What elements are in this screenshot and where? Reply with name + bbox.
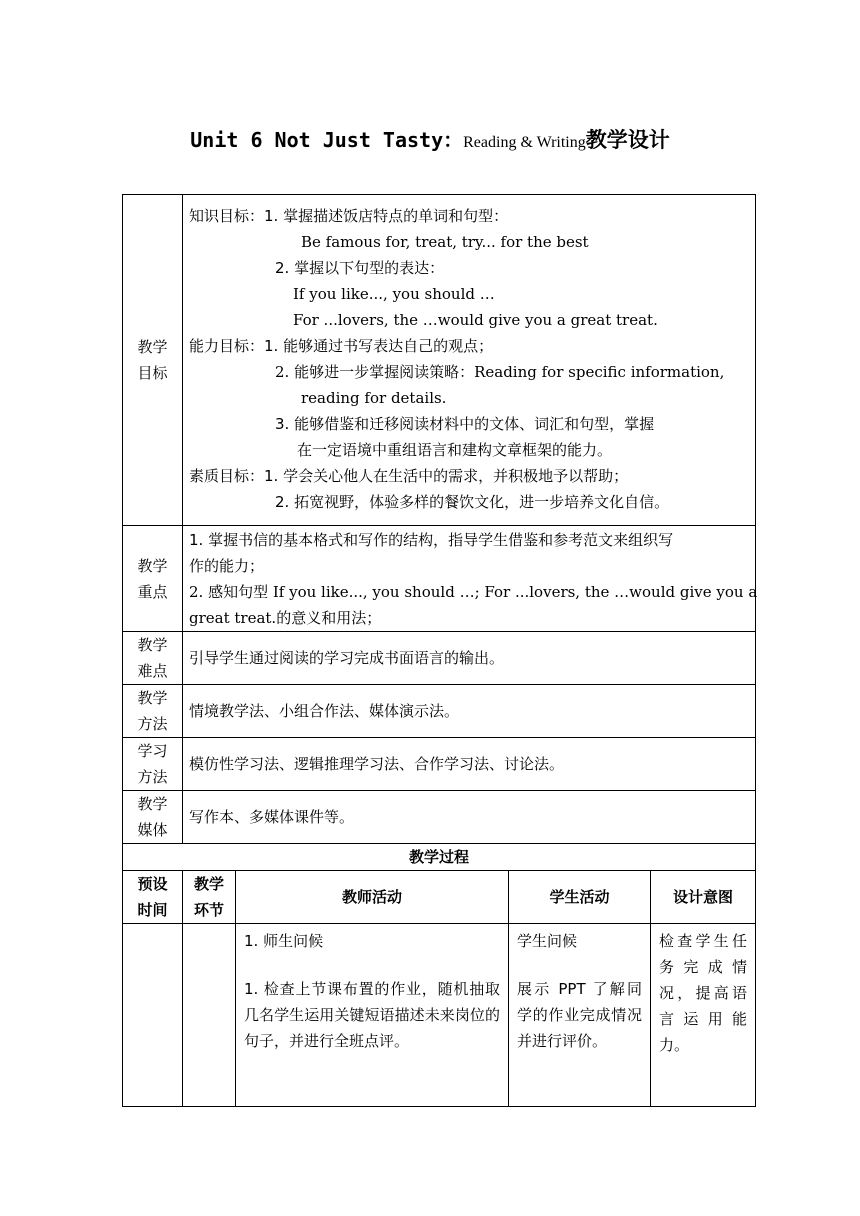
methods-label	[123, 685, 183, 738]
header-line: 环节	[193, 901, 224, 919]
title-cn: 教学设计	[585, 128, 670, 152]
objective-line: 2. 能够进一步掌握阅读策略：Reading for specific information,	[275, 363, 725, 381]
study-methods-content: 模仿性学习法、逻辑推理学习法、合作学习法、讨论法。	[183, 738, 756, 791]
header-student: 学生活动	[509, 871, 651, 924]
key-point-line: great treat.的意义和用法；	[189, 608, 382, 627]
process-row	[123, 924, 756, 1107]
objective-line: 2. 掌握以下句型的表达：	[275, 259, 445, 277]
process-stage-cell	[183, 924, 236, 1107]
student-activity-line: 学生问候	[517, 932, 578, 950]
key-point-line: 作的能力；	[189, 556, 265, 575]
label-line: 目标	[137, 364, 168, 382]
difficulties-label	[123, 632, 183, 685]
page-title	[0, 124, 860, 154]
label-line: 教学	[137, 636, 168, 654]
objective-line: 知识目标：1. 掌握描述饭店特点的单词和句型：	[189, 207, 509, 225]
label-line: 方法	[137, 715, 168, 733]
difficulties-row	[123, 632, 756, 685]
header-teacher: 教师活动	[236, 871, 509, 924]
label-line: 难点	[137, 662, 168, 680]
label-line: 重点	[137, 582, 168, 601]
study-methods-label	[123, 738, 183, 791]
design-intent: 检查学生任务完成情况，提高语言运用能力。	[651, 924, 756, 1107]
media-label	[123, 791, 183, 844]
lesson-plan-table	[122, 194, 756, 1107]
objective-line: 2. 拓宽视野，体验多样的餐饮文化，进一步培养文化自信。	[275, 493, 670, 511]
label-line: 教学	[137, 556, 168, 575]
header-line: 教学	[193, 875, 224, 893]
objective-line: 素质目标：1. 学会关心他人在生活中的需求，并积极地予以帮助；	[189, 467, 629, 485]
header-time	[123, 871, 183, 924]
methods-row	[123, 685, 756, 738]
label-line: 教学	[137, 338, 168, 356]
objective-line: If you like..., you should …	[293, 285, 495, 303]
header-intent: 设计意图	[651, 871, 756, 924]
teacher-activity	[236, 924, 509, 1107]
media-content: 写作本、多媒体课件等。	[183, 791, 756, 844]
header-line: 时间	[137, 901, 168, 919]
objective-line: 在一定语境中重组语言和建构文章框架的能力。	[297, 441, 613, 459]
label-line: 教学	[137, 795, 168, 813]
header-stage	[183, 871, 236, 924]
key-points-row	[123, 526, 756, 632]
difficulties-content: 引导学生通过阅读的学习完成书面语言的输出。	[183, 632, 756, 685]
process-header-row	[123, 871, 756, 924]
process-time-cell	[123, 924, 183, 1107]
objectives-content	[183, 195, 756, 526]
methods-content: 情境教学法、小组合作法、媒体演示法。	[183, 685, 756, 738]
key-point-line: 2. 感知句型 If you like..., you should …; For ...lovers, the …would give you a	[189, 582, 758, 601]
objective-line: Be famous for, treat, try... for the best	[301, 233, 589, 251]
key-point-line: 1. 掌握书信的基本格式和写作的结构，指导学生借鉴和参考范文来组织写	[189, 530, 674, 549]
objective-line: 3. 能够借鉴和迁移阅读材料中的文体、词汇和句型，掌握	[275, 415, 655, 433]
key-points-content	[183, 526, 756, 632]
student-activity-line: 展示 PPT 了解同学的作业完成情况并进行评价。	[517, 980, 642, 1050]
objectives-row	[123, 195, 756, 526]
objective-line: 能力目标：1. 能够通过书写表达自己的观点；	[189, 337, 494, 355]
student-activity	[509, 924, 651, 1107]
objectives-label	[123, 195, 183, 526]
label-line: 方法	[137, 768, 168, 786]
teacher-activity-line: 1. 师生问候	[244, 932, 324, 950]
study-methods-row	[123, 738, 756, 791]
title-sub: Reading & Writing	[463, 134, 586, 151]
label-line: 教学	[137, 689, 168, 707]
process-title-row	[123, 844, 756, 871]
teacher-activity-line: 1. 检查上节课布置的作业，随机抽取几名学生运用关键短语描述未来岗位的句子，并进行全班点评。	[244, 980, 500, 1050]
objective-line: reading for details.	[301, 389, 447, 407]
media-row	[123, 791, 756, 844]
key-points-label	[123, 526, 183, 632]
process-title: 教学过程	[123, 844, 756, 871]
title-main: Unit 6 Not Just Tasty：	[190, 128, 464, 152]
label-line: 媒体	[137, 821, 168, 839]
label-line: 学习	[137, 742, 168, 760]
header-line: 预设	[137, 875, 168, 893]
objective-line: For ...lovers, the …would give you a great treat.	[293, 311, 658, 329]
